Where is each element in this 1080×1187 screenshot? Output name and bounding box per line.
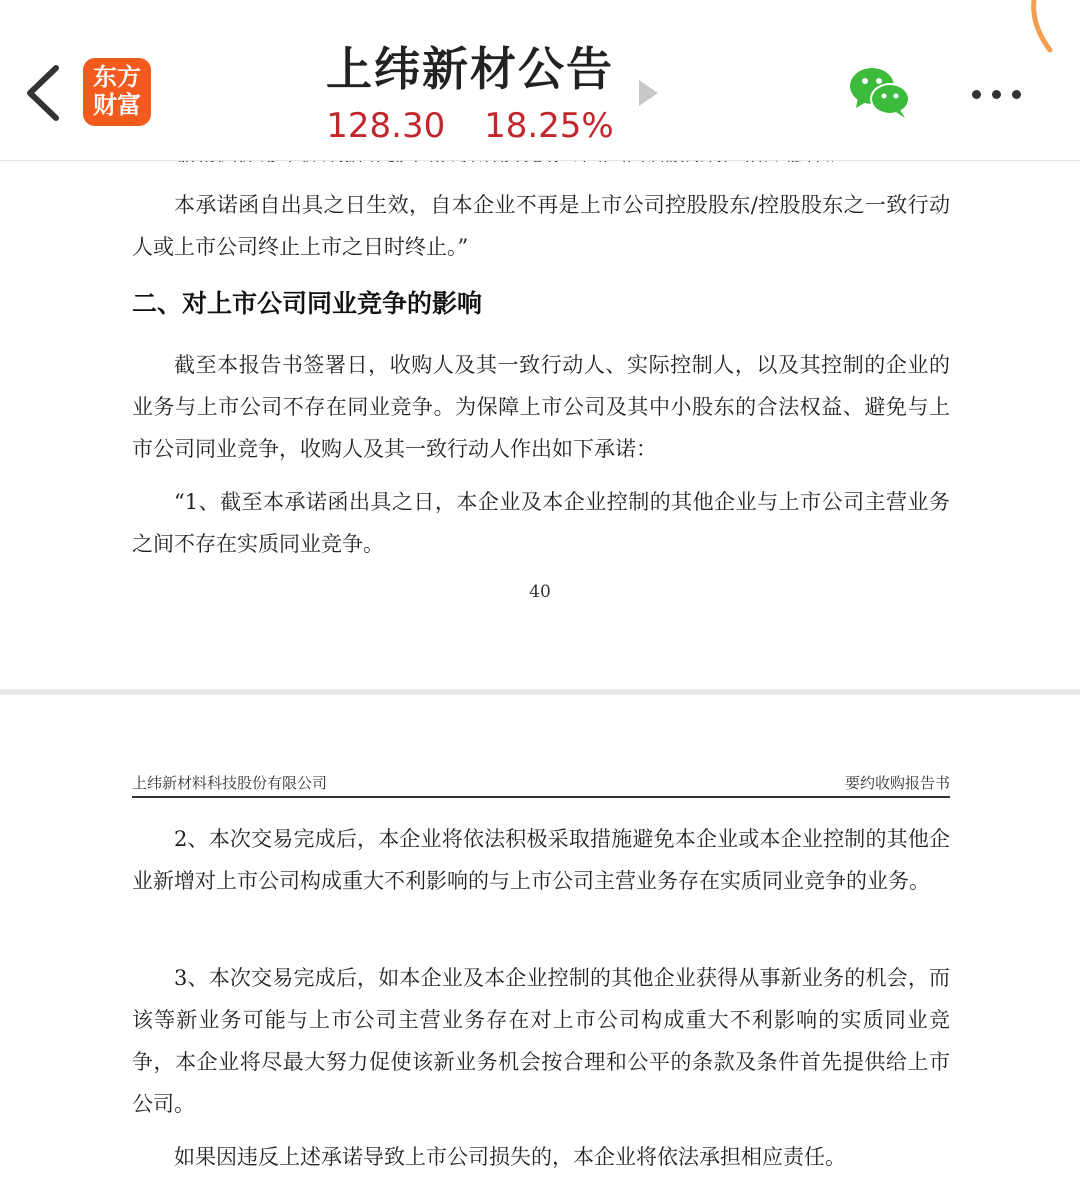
header-company-name: 上纬新材料科技股份有限公司 xyxy=(132,774,328,792)
paragraph-commitment-3: 3、本次交易完成后，如本企业及本企业控制的其他企业获得从事新业务的机会，而该等新业务可能与上市公司主营业务存在对上市公司构成重大不利影响的实质同业竞争，本企业将尽最大努力促使该新业务机会按合理和公平的条款及条件首先提供给上市公司。 xyxy=(132,966,950,1116)
title-area xyxy=(300,40,640,148)
app-logo: 东方 财富 xyxy=(83,58,151,126)
section-heading: 二、对上市公司同业竞争的影响 xyxy=(132,289,483,318)
back-button[interactable] xyxy=(20,58,70,128)
page-number: 40 xyxy=(529,582,551,602)
next-stock-button[interactable] xyxy=(636,78,660,108)
stock-change-percent: 18.25% xyxy=(484,106,614,146)
more-dots-icon xyxy=(972,84,1032,103)
page-title: 上纬新材公告 xyxy=(326,42,614,96)
paragraph-commitment-2: 2、本次交易完成后，本企业将依法积极采取措施避免本企业或本企业控制的其他企业新增对上市公司构成重大不利影响的与上市公司主营业务存在实质同业竞争的业务。 xyxy=(132,827,950,893)
paragraph-liability: 如果因违反上述承诺导致上市公司损失的，本企业将依法承担相应责任。 xyxy=(174,1145,846,1169)
wechat-icon xyxy=(848,66,912,120)
wechat-share-button[interactable] xyxy=(848,66,912,120)
triangle-right-icon xyxy=(636,78,660,108)
orange-scribble-mark xyxy=(1020,0,1080,60)
header-document-type: 要约收购报告书 xyxy=(844,774,950,792)
running-header xyxy=(132,772,950,798)
paragraph-competition: 截至本报告书签署日，收购人及其一致行动人、实际控制人，以及其控制的企业的业务与上市公司不存在同业竞争。为保障上市公司及其中小股东的合法权益、避免与上市公司同业竞争，收购人及其一致行动人作出如下承诺： xyxy=(132,353,950,461)
stock-price: 128.30 xyxy=(326,106,446,146)
paragraph-effective-term: 本承诺函自出具之日生效，自本企业不再是上市公司控股股东/控股股东之一致行动人或上市公司终止上市之日时终止。” xyxy=(132,193,950,259)
top-navigation-bar xyxy=(0,0,1080,161)
stock-quote xyxy=(300,104,640,148)
more-options-button[interactable] xyxy=(972,84,1032,104)
chevron-left-icon xyxy=(20,58,70,128)
paragraph-commitment-1: “1、截至本承诺函出具之日，本企业及本企业控制的其他企业与上市公司主营业务之间不存在实质同业竞争。 xyxy=(132,490,950,556)
